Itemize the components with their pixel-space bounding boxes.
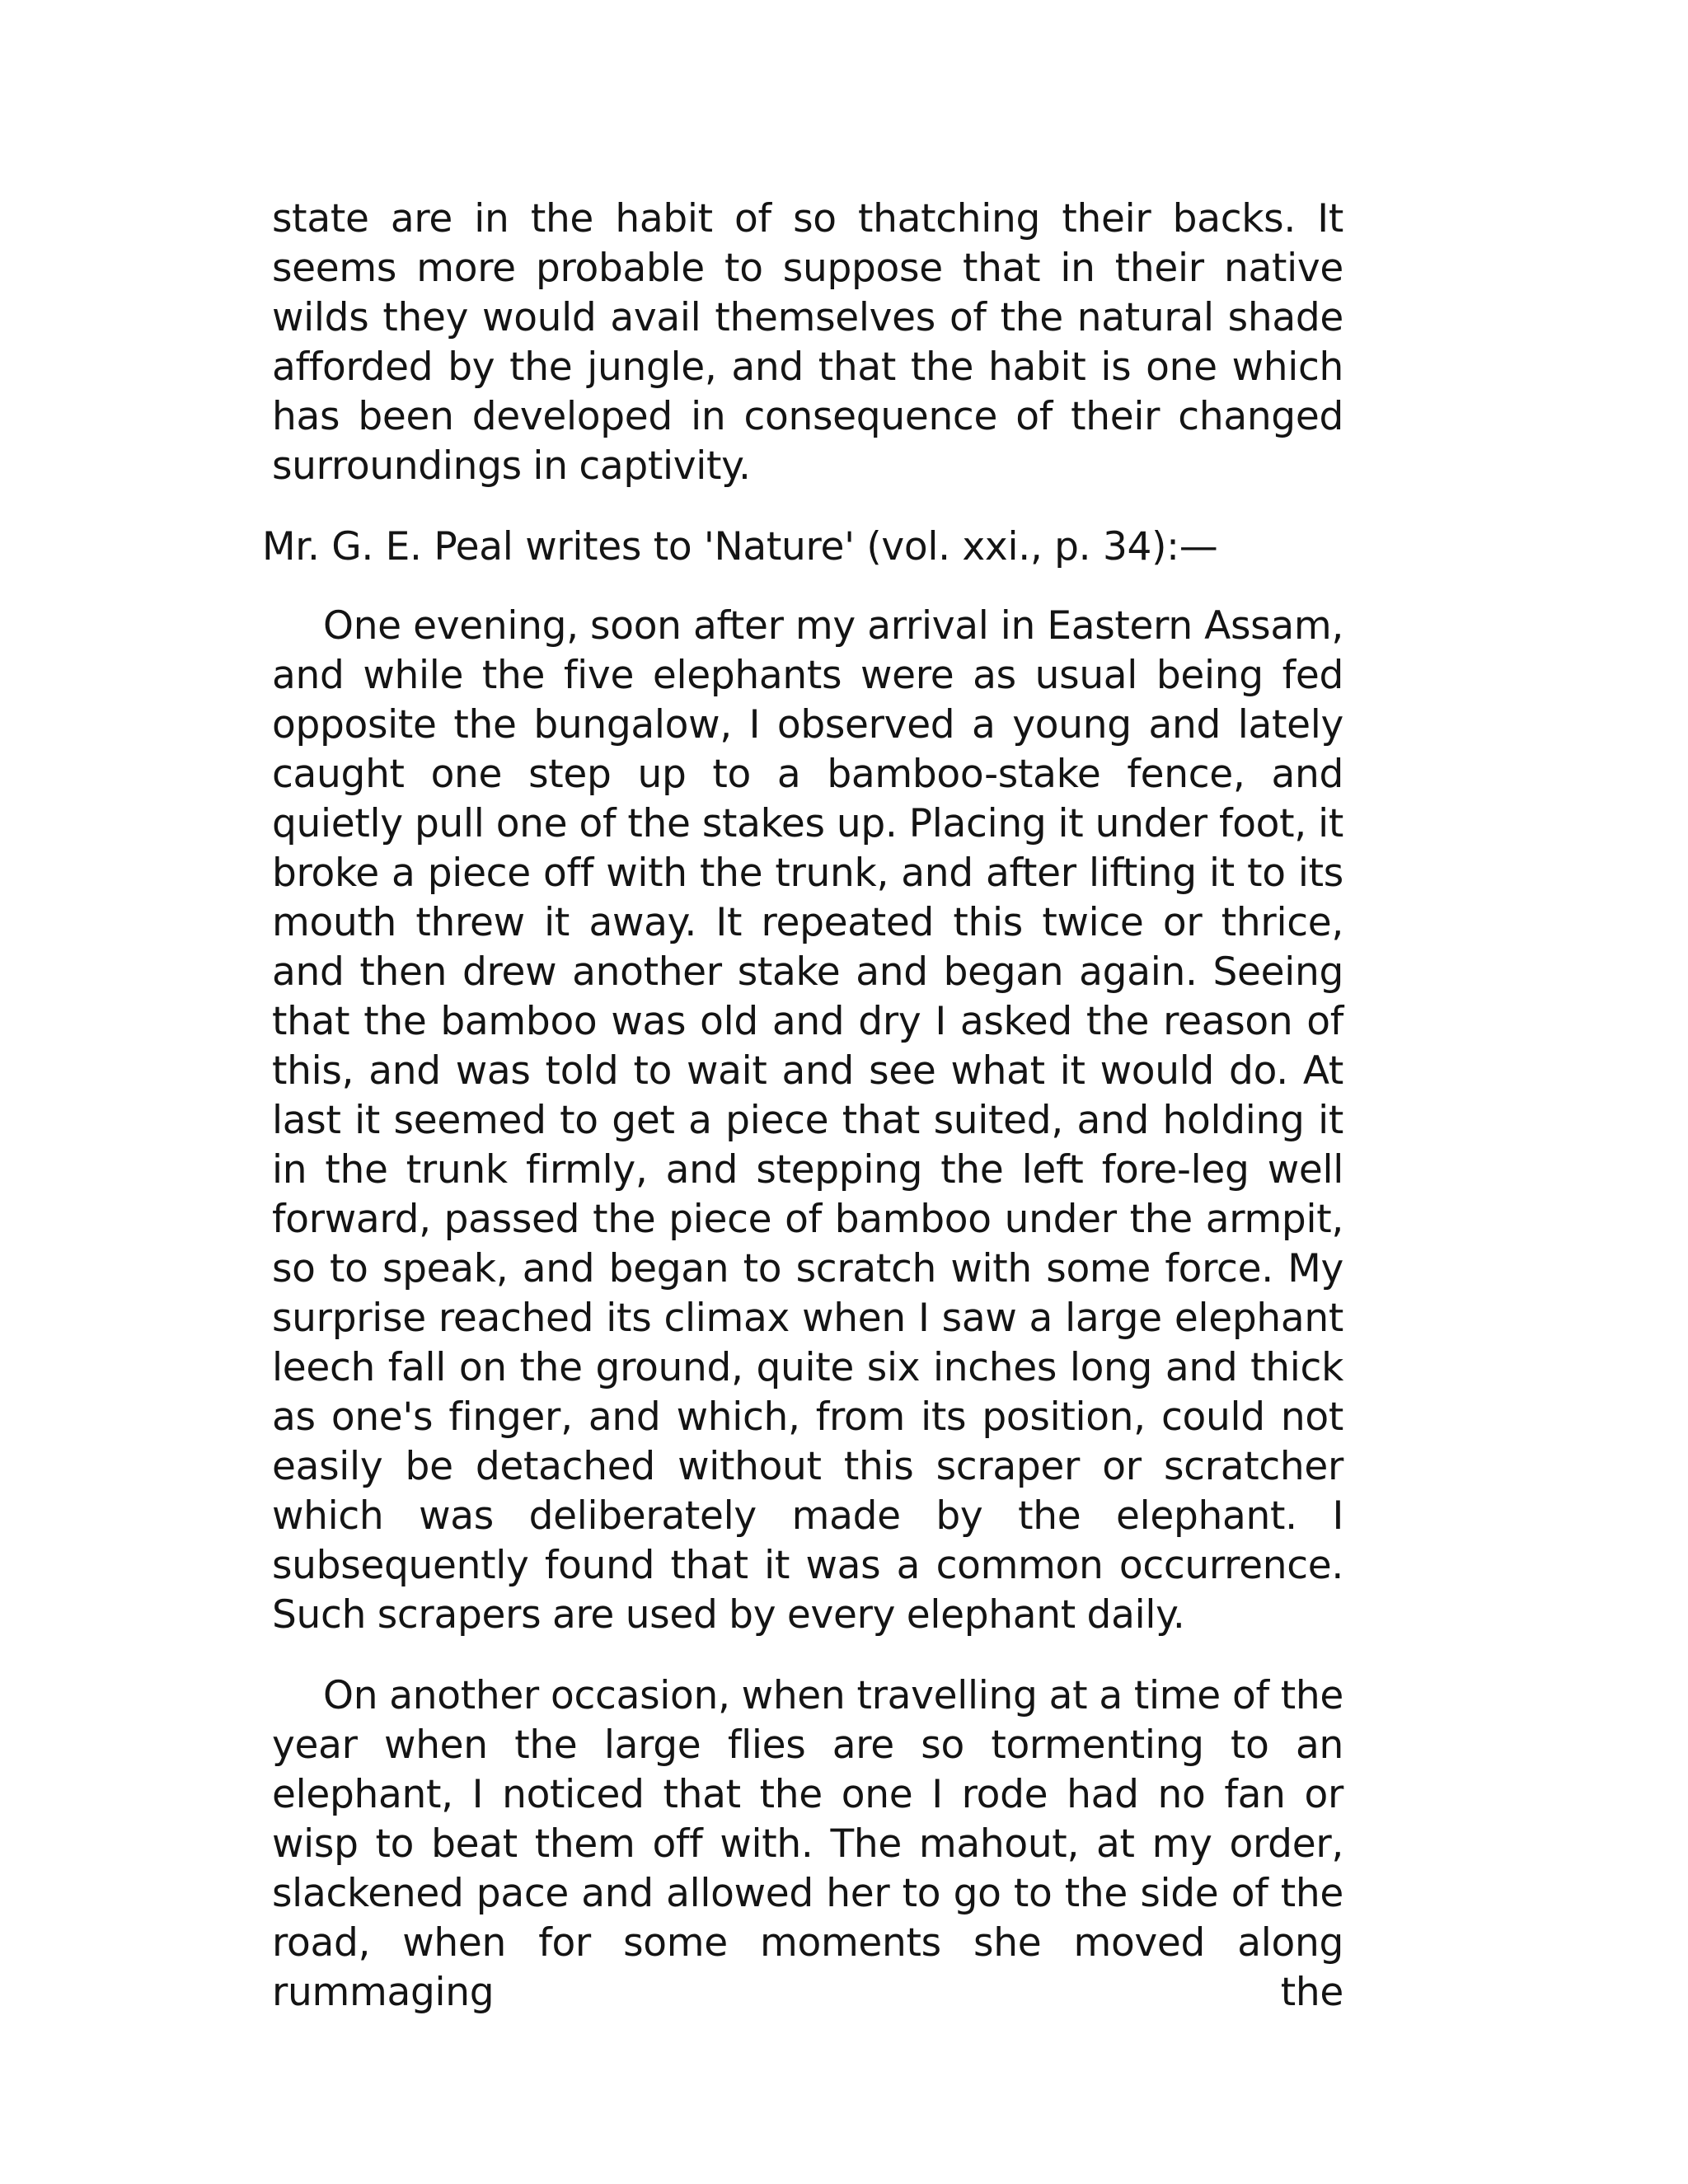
paragraph-thatching: state are in the habit of so thatching their backs. It seems more probable to suppose that in their native wilds they would avail themselves of the natural shade afforded by the jungle, and that the habit is one which has been developed in consequence of their changed surroundings in captivity. xyxy=(272,196,1343,489)
paragraph-leech-scraper: One evening, soon after my arrival in Eastern Assam, and while the five elephants were as usual being fed opposite the bungalow, I observed a young and lately caught one step up to a bamboo-stake fence, and quietly pull one of the stakes up. Placing it under foot, it broke a piece off with the trunk, and after lifting it to its mouth threw it away. It repeated this twice or thrice, and then drew another stake and began again. Seeing that the bamboo was old and dry I asked the reason of this, and was told to wait and see what it would do. At last it seemed to get a piece that suited, and holding it in the trunk firmly, and stepping the left fore-leg well forward, passed the piece of bamboo under the armpit, so to speak, and began to scratch with some force. My surprise reached its climax when I saw a large elephant leech fall on the ground, quite six inches long and thick as one's finger, and which, from its position, could not easily be detached without this scraper or scratcher which was deliberately made by the elephant. I subsequently found that it was a common occurrence. Such scrapers are used by every elephant daily. xyxy=(272,603,1343,1638)
attribution-line: Mr. G. E. Peal writes to 'Nature' (vol. xxi., p. 34):— xyxy=(262,524,1218,569)
paragraph-flies: On another occasion, when travelling at a time of the year when the large flies are so tormenting to an elephant, I noticed that the one I rode had no fan or wisp to beat them off with. The mahout, at my order, slackened pace and allowed her to go to the side of the road, when for some moments she moved along rummaging the xyxy=(272,1673,1343,2015)
text-column xyxy=(262,194,1343,2018)
